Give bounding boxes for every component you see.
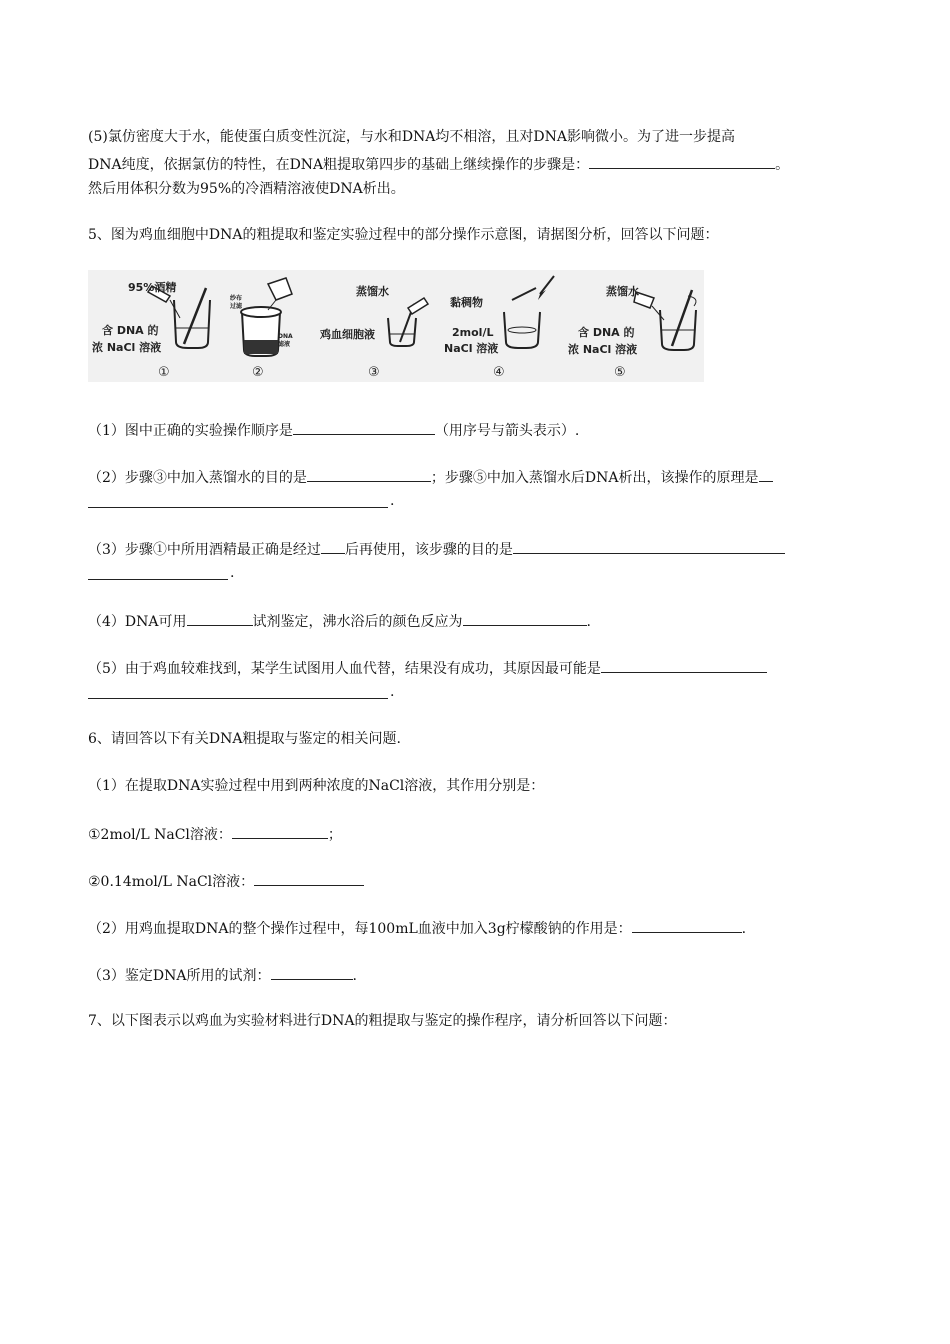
step4-beaker-icon: [504, 276, 554, 348]
q6-stem: 6、请回答以下有关DNA粗提取与鉴定的相关问题.: [88, 731, 401, 747]
q5-s5: （5）由于鸡血较难找到，某学生试图用人血代替，结果没有成功，其原因最可能是: [88, 658, 767, 678]
q5-s2-end: .: [390, 493, 395, 509]
answer-blank-continued[interactable]: [88, 697, 388, 699]
label-gauze-2: 过滤: [230, 303, 243, 310]
q5-s3: （3）步骤①中所用酒精最正确是经过 后再使用，该步骤的目的是: [88, 539, 785, 559]
step1-beaker-icon: [148, 286, 210, 348]
step-number-1: ①: [158, 365, 170, 380]
q6-s3: （3）鉴定DNA所用的试剂： .: [88, 965, 357, 985]
experiment-figure: [88, 270, 704, 382]
answer-blank-continued[interactable]: [88, 506, 388, 508]
label-filtrate-2: 滤液: [278, 341, 291, 348]
q6-s1b: ②0.14mol/L NaCl溶液：: [88, 871, 364, 891]
q4-p5-line3: 然后用体积分数为95%的冷酒精溶液使DNA析出。: [88, 181, 405, 197]
label-water-3: 蒸馏水: [356, 285, 389, 298]
q5-s5-end: .: [390, 684, 395, 700]
answer-blank[interactable]: [254, 871, 364, 886]
step5-beaker-icon: [634, 290, 696, 350]
q6-s1: （1）在提取DNA实验过程中用到两种浓度的NaCl溶液，其作用分别是：: [88, 778, 545, 794]
label-filtrate-1: DNA: [278, 333, 293, 340]
label-dna-5b: 浓 NaCl 溶液: [568, 343, 638, 356]
label-gauze-1: 纱布: [230, 295, 243, 302]
step3-beaker-icon: [388, 298, 428, 346]
answer-blank[interactable]: [307, 467, 431, 482]
q7-stem: 7、以下图表示以鸡血为实验材料进行DNA的粗提取与鉴定的操作程序，请分析回答以下问题：: [88, 1013, 677, 1029]
label-water-5: 蒸馏水: [606, 285, 639, 298]
answer-blank[interactable]: [632, 918, 742, 933]
q6-s1a: ①2mol/L NaCl溶液： ；: [88, 824, 342, 844]
label-conc-4b: NaCl 溶液: [444, 342, 499, 355]
q4-p5-line2: DNA纯度，依据氯仿的特性，在DNA粗提取第四步的基础上继续操作的步骤是： 。: [88, 154, 789, 174]
label-dna-5a: 含 DNA 的: [578, 326, 635, 339]
label-blood: 鸡血细胞液: [320, 328, 375, 341]
answer-blank[interactable]: [187, 611, 253, 626]
step-number-2: ②: [252, 365, 264, 380]
answer-blank[interactable]: [232, 824, 328, 839]
label-sticky: 黏稠物: [450, 296, 483, 309]
label-conc-4a: 2mol/L: [452, 326, 494, 339]
answer-blank[interactable]: [271, 965, 353, 980]
q4-p5-line1: (5)氯仿密度大于水，能使蛋白质变性沉淀，与水和DNA均不相溶，且对DNA影响微小。为了进一步提高: [88, 129, 735, 145]
q5-s1: （1）图中正确的实验操作顺序是 （用序号与箭头表示）.: [88, 420, 579, 440]
answer-blank[interactable]: [601, 658, 767, 673]
answer-blank[interactable]: [321, 539, 345, 554]
label-dna-1a: 含 DNA 的: [102, 324, 159, 337]
answer-blank-continued[interactable]: [88, 578, 228, 580]
answer-blank[interactable]: [759, 467, 773, 482]
label-dna-1b: 浓 NaCl 溶液: [92, 341, 162, 354]
q5-s3-end: .: [230, 565, 235, 581]
step-number-4: ④: [493, 365, 505, 380]
q6-s2: （2）用鸡血提取DNA的整个操作过程中，每100mL血液中加入3g柠檬酸钠的作用是： .: [88, 918, 746, 938]
answer-blank[interactable]: [513, 539, 785, 554]
q5-s2: （2）步骤③中加入蒸馏水的目的是 ；步骤⑤中加入蒸馏水后DNA析出，该操作的原理是: [88, 467, 773, 487]
step-number-5: ⑤: [614, 365, 626, 380]
answer-blank[interactable]: [293, 420, 435, 435]
answer-blank[interactable]: [589, 154, 775, 169]
answer-blank[interactable]: [463, 611, 587, 626]
label-alcohol: 95%酒精: [128, 281, 177, 294]
q5-stem: 5、图为鸡血细胞中DNA的粗提取和鉴定实验过程中的部分操作示意图，请据图分析，回答以下问题：: [88, 227, 719, 243]
q5-s4: （4）DNA可用 试剂鉴定，沸水浴后的颜色反应为 .: [88, 611, 591, 631]
step-number-3: ③: [368, 365, 380, 380]
